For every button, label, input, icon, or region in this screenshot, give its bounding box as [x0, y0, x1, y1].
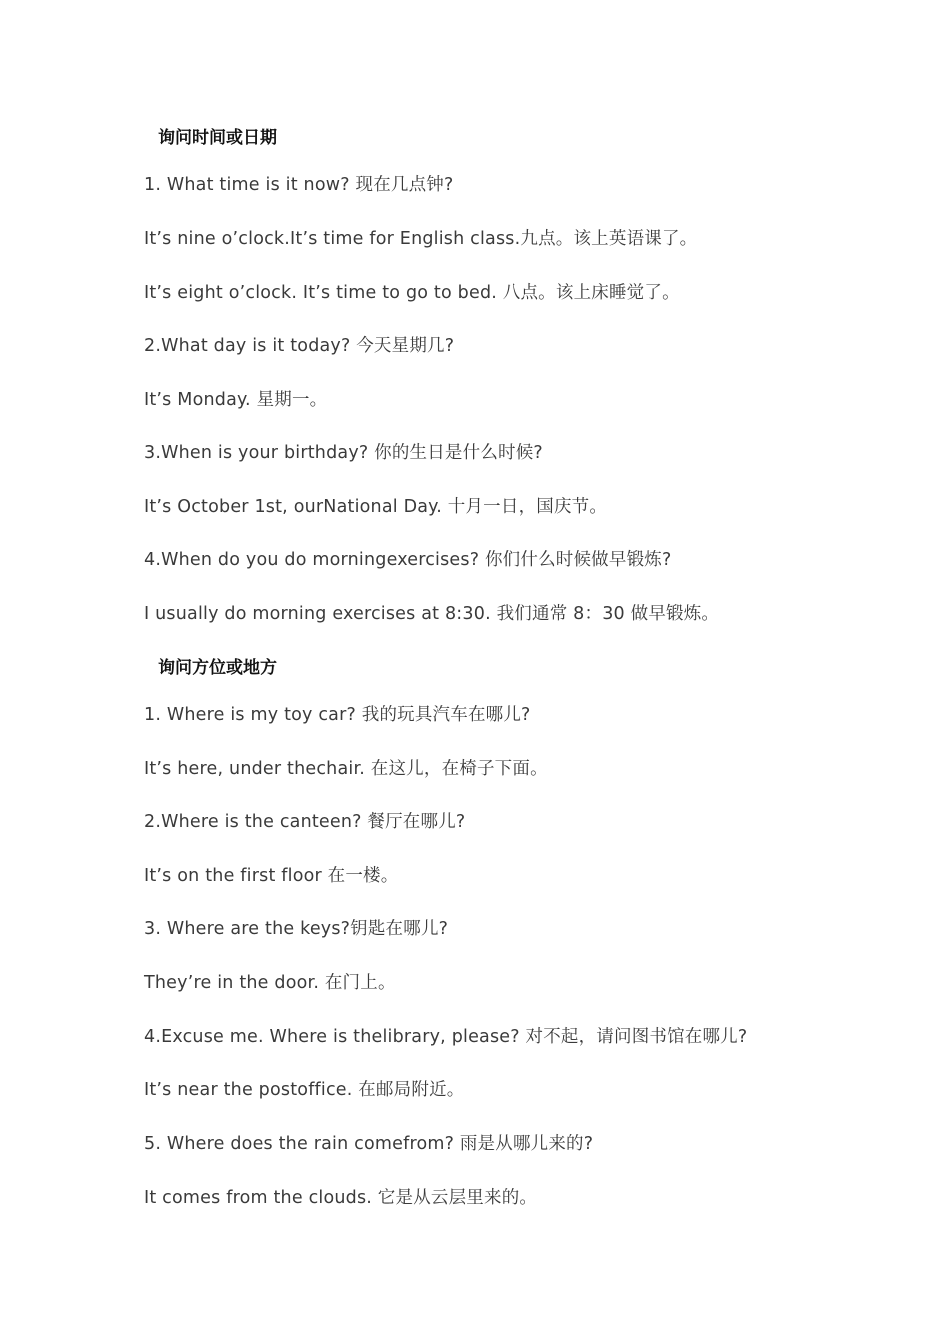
section-heading-location: 询问方位或地方 — [158, 658, 277, 678]
answer-line: It’s eight o’clock. It’s time to go to bed. 八点。该上床睡觉了。 — [144, 283, 680, 303]
question-line: 4.Excuse me. Where is thelibrary, please? 对不起，请问图书馆在哪儿? — [144, 1027, 748, 1047]
question-line: 1. What time is it now? 现在几点钟? — [144, 175, 454, 195]
answer-line: It’s Monday. 星期一。 — [144, 390, 328, 410]
question-line: 2.What day is it today? 今天星期几? — [144, 336, 455, 356]
answer-line: It’s October 1st, ourNational Day. 十月一日，国庆节。 — [144, 497, 608, 517]
question-line: 4.When do you do morningexercises? 你们什么时候做早锻炼? — [144, 550, 672, 570]
answer-line: It’s nine o’clock.It’s time for English class.九点。该上英语课了。 — [144, 229, 698, 249]
answer-line: It’s here, under thechair. 在这儿，在椅子下面。 — [144, 759, 548, 779]
question-line: 2.Where is the canteen? 餐厅在哪儿? — [144, 812, 466, 832]
answer-line: It’s near the postoffice. 在邮局附近。 — [144, 1080, 465, 1100]
question-line: 5. Where does the rain comefrom? 雨是从哪儿来的? — [144, 1134, 594, 1154]
answer-line: It’s on the first floor 在一楼。 — [144, 866, 399, 886]
question-line: 3. Where are the keys?钥匙在哪儿? — [144, 919, 449, 939]
question-line: 1. Where is my toy car? 我的玩具汽车在哪儿? — [144, 705, 531, 725]
answer-line: It comes from the clouds. 它是从云层里来的。 — [144, 1188, 538, 1208]
question-line: 3.When is your birthday? 你的生日是什么时候? — [144, 443, 543, 463]
answer-line: I usually do morning exercises at 8:30. 我们通常 8：30 做早锻炼。 — [144, 604, 720, 624]
section-heading-time-date: 询问时间或日期 — [158, 128, 277, 148]
answer-line: They’re in the door. 在门上。 — [144, 973, 396, 993]
